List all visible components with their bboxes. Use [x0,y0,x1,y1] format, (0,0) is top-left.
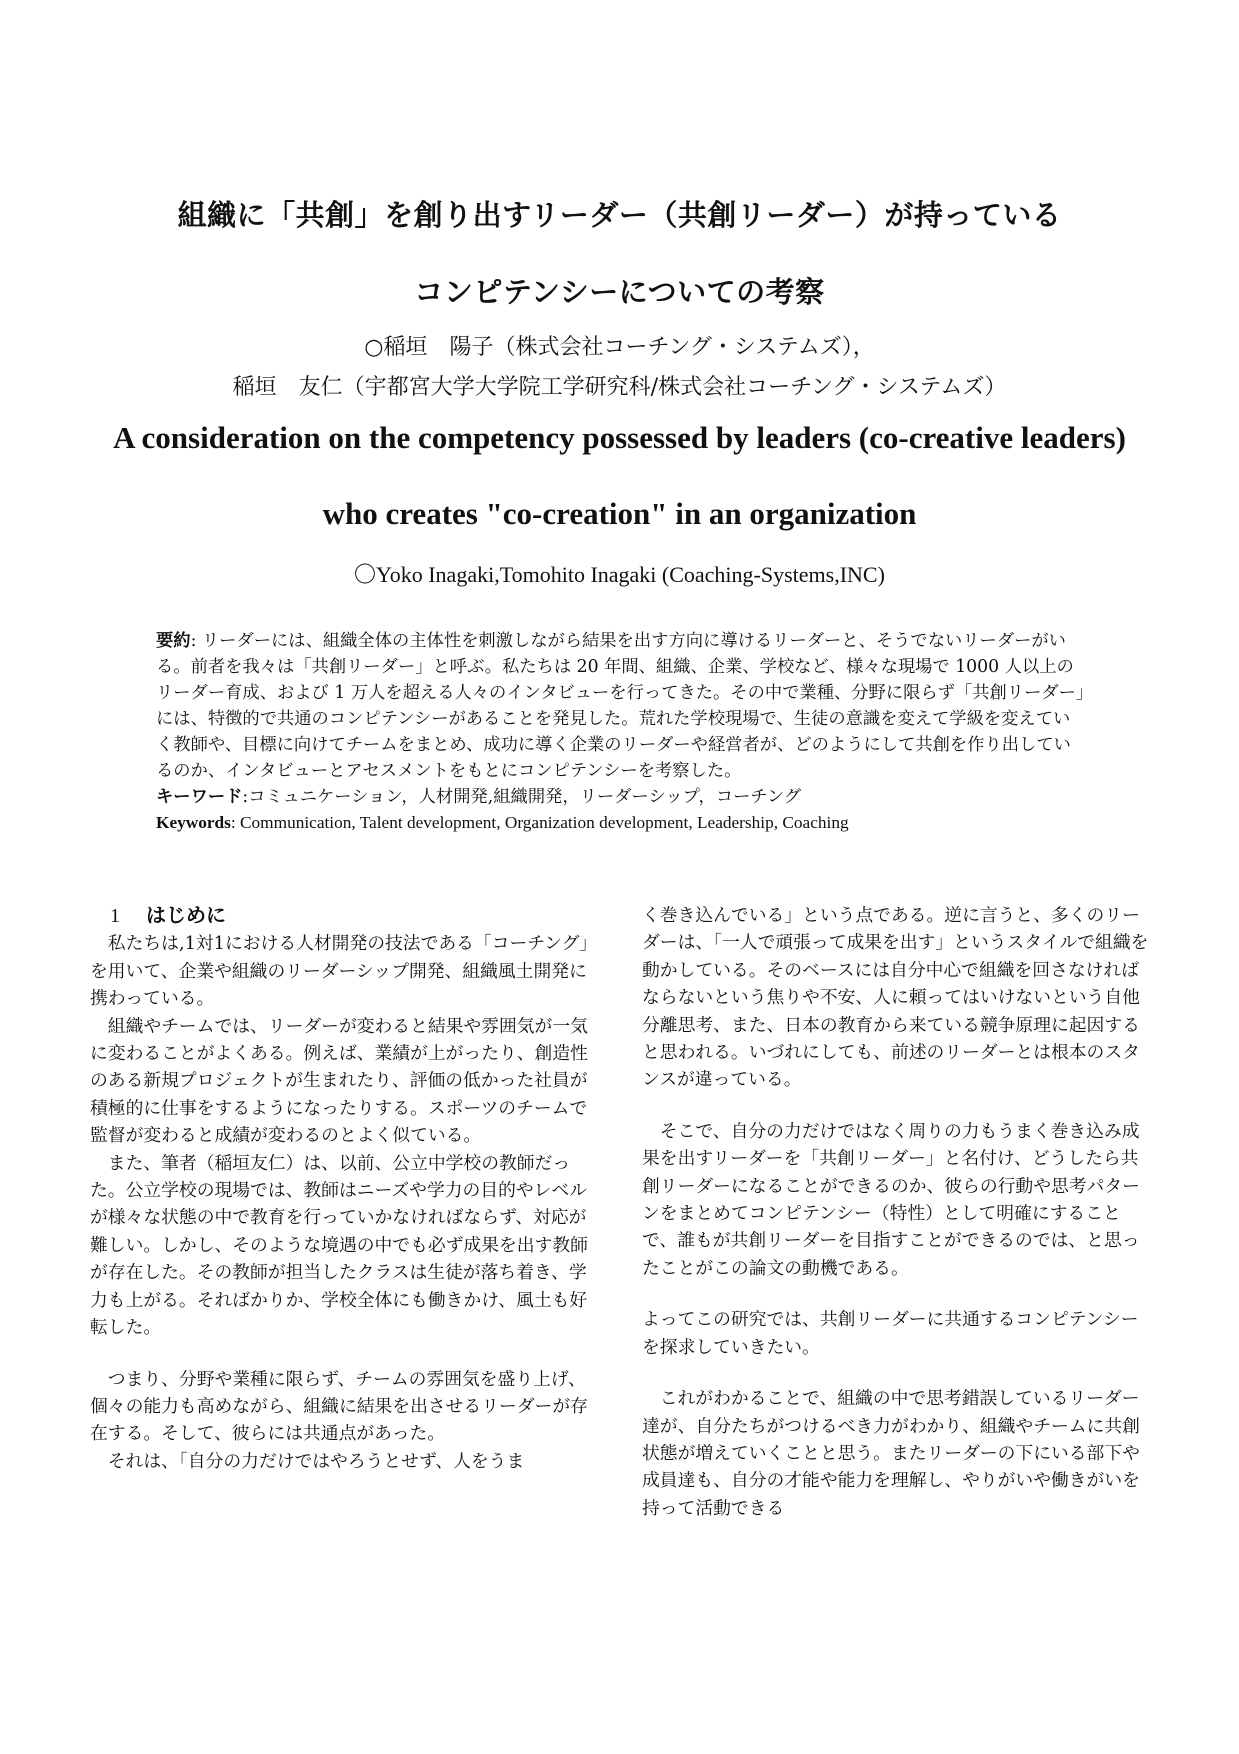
paragraph: そこで、自分の力だけではなく周りの力もうまく巻き込み成果を出すリーダーを「共創リーダー」と名付け、どうしたら共創リーダーになることができるのか、彼らの行動や思考パターンをまとめてコンピテンシー（特性）として明確にすることで、誰もが共創リーダーを目指すことができるのでは、と思ったことがこの論文の動機である。 [642,1120,1140,1279]
authors-ja-line1: ○稲垣 陽子（株式会社コーチング・システムズ）， [364,335,875,360]
left-column [90,902,600,1475]
paragraph: よってこの研究では、共創リーダーに共通するコンピテンシーを探求していきたい。 [642,1309,1139,1358]
paragraph: また、筆者（稲垣友仁）は、以前、公立中学校の教師だった。公立学校の現場では、教師はニーズや学力の目的やレベルが様々な状態の中で教育を行っていかなければならず、対応が難しい。しかし、そのような境遇の中でも必ず成果を出す教師が存在した。その教師が担当したクラスは生徒が落ち着き、学力も上がる。そればかりか、学校全体にも働きかけ、風土も好転した。 [90,1152,588,1339]
paragraph: く巻き込んでいる」という点である。逆に言うと、多くのリーダーは、「一人で頑張って成果を出す」というスタイルで組織を動かしている。そのベースには自分中心で組織を回さなければならないという焦りや不安、人に頼ってはいけないという自他分離思考、また、日本の教育から来ている競争原理に起因すると思われる。いづれにしても、前述のリーダーとは根本のスタンスが違っている。 [642,905,1149,1091]
authors-ja-line2: 稲垣 友仁（宇都宮大学大学院工学研究科/株式会社コーチング・システムズ） [232,375,1007,400]
keywords-en-label: Keywords [156,813,231,832]
keywords-ja [156,784,1086,810]
title-en-line2: who creates "co-creation" in an organization [322,496,917,531]
keywords-en [156,810,1086,836]
section-title: はじめに [146,903,226,927]
keywords-ja-text: :コミュニケーション，人材開発,組織開発，リーダーシップ，コーチング [242,787,802,807]
paragraph: 私たちは,1対1における人材開発の技法である「コーチング」を用いて、企業や組織のリーダーシップ開発、組織風土開発に携わっている。 [90,933,598,1010]
title-ja-line2: コンピテンシーについての考察 [414,275,825,309]
title-en-line1: A consideration on the competency possessed by leaders (co-creative leaders) [113,420,1126,455]
paragraph: 組織やチームでは、リーダーが変わると結果や雰囲気が一気に変わることがよくある。例えば、業績が上がったり、創造性のある新規プロジェクトが生まれたり、評価の低かった社員が積極的に仕事をするようになったりする。スポーツのチームで監督が変わると成績が変わるのとよく似ている。 [90,1015,588,1147]
title-ja-line1: 組織に「共創」を創り出すリーダー（共創リーダー）が持っている [177,198,1062,232]
section-number: 1 [110,905,120,927]
paragraph: つまり、分野や業種に限らず、チームの雰囲気を盛り上げ、個々の能力も高めながら、組織に結果を出させるリーダーが存在する。そして、彼らには共通点があった。 [90,1368,588,1445]
abstract-label: 要約 [156,631,191,651]
abstract [156,628,1086,836]
abstract-body [156,628,1086,784]
right-column [642,902,1152,1522]
abstract-text: : リーダーには、組織全体の主体性を刺激しながら結果を出す方向に導けるリーダーと、そうでないリーダーがいる。前者を我々は「共創リーダー」と呼ぶ。私たちは 20 年間、組織、企業、学校など、様々な現場で 1000 人以上のリーダー育成、および 1 万人を超える人々のインタビューを行ってきた。その中で業種、分野に限らず「共創リーダー」には、特徴的で共通のコンピテンシーがあることを発見した。荒れた学校現場で、生徒の意識を変えて学級を変えていく教師や、目標に向けてチームをまとめ、成功に導く企業のリーダーや経営者が、どのようにして共創を作り出しているのか、インタビューとアセスメントをもとにコンピテンシーを考察した。 [156,631,1085,781]
keywords-en-text: : Communication, Talent development, Organization development, Leadership, Coaching [230,813,849,832]
keywords-ja-label: キーワード [156,787,243,807]
section-heading [90,902,600,930]
paragraph: それは、「自分の力だけではやろうとせず、人をうま [107,1450,525,1472]
paragraph: これがわかることで、組織の中で思考錯誤しているリーダー達が、自分たちがつけるべき力がわかり、組織やチームに共創状態が増えていくことと思う。またリーダーの下にいる部下や成員達も、自分の才能や能力を理解し、やりがいや働きがいを持って活動できる [642,1388,1140,1519]
authors-en: 〇Yoko Inagaki,Tomohito Inagaki (Coaching-Systems,INC) [354,562,885,587]
